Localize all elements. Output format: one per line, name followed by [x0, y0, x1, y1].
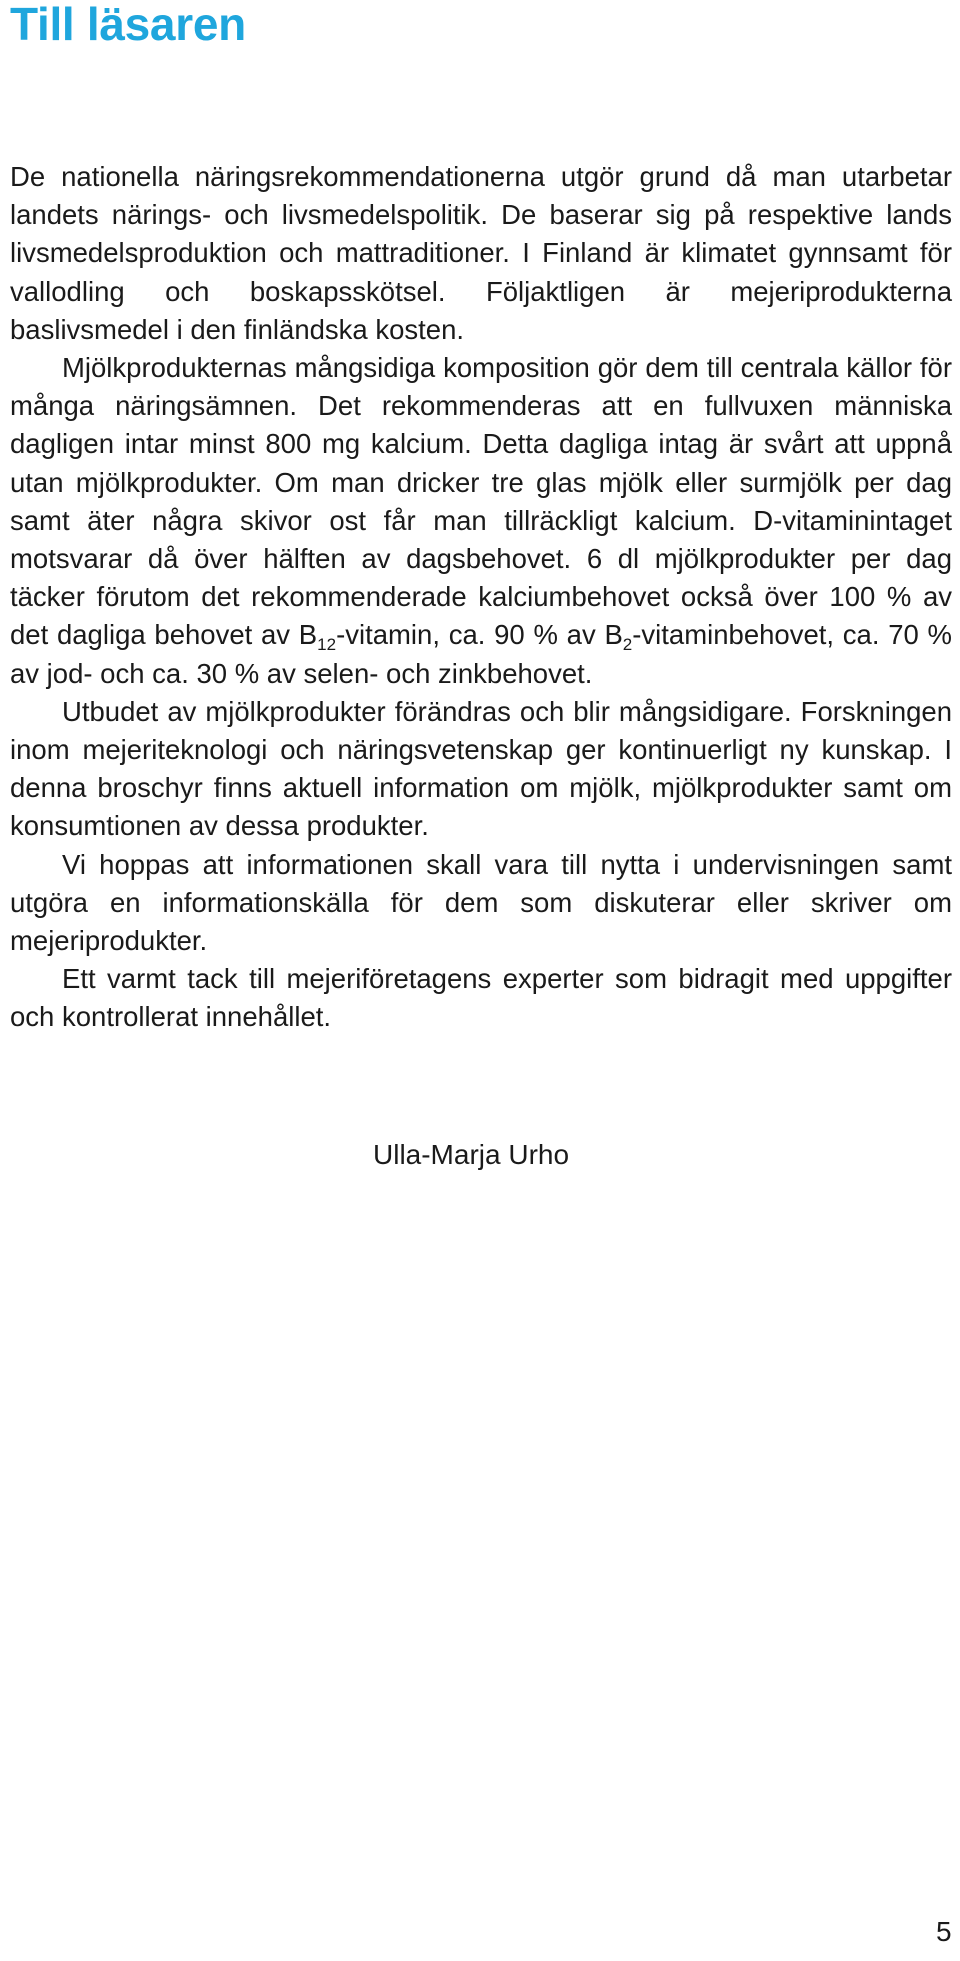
paragraph-nutrients-text: Mjölkprodukternas mångsidiga komposition gör dem till centrala källor för många näringsämnen. Det rekommenderas att en fullvuxen människa dagligen intar minst 800 mg kalcium. Detta dagliga intag är svårt att uppnå utan mjölkprodukter. Om man dricker tre glas mjölk eller surmjölk per dag samt äter några skivor ost får man tillräckligt kalcium. D-vitaminintaget motsvarar då över hälften av dagsbehovet. 6 dl mjölkprodukter per dag täcker förutom det rekommenderade kalciumbehovet också över 100 % av det dagliga behovet av B: [10, 352, 952, 651]
subscript-2: 2: [622, 635, 633, 655]
paragraph-nutrients-end: -vitaminbehovet, ca. 70 % av jod- och ca. 30 % av selen- och zinkbehovet.: [10, 619, 952, 689]
paragraph-products: Utbudet av mjölkprodukter förändras och blir mångsidigare. Forskningen inom mejeriteknologi och näringsvetenskap ger kontinuerligt ny kunskap. I denna broschyr finns aktuell information om mjölk, mjölkprodukter samt om konsumtionen av dessa produkter.: [10, 695, 952, 842]
subscript-12: 12: [317, 635, 337, 655]
body-text: [10, 158, 952, 1037]
paragraph-nutrients: [10, 349, 952, 693]
paragraph-nutrients-mid: -vitamin, ca. 90 % av B: [336, 619, 623, 651]
paragraph-hope: Vi hoppas att informationen skall vara till nytta i undervisningen samt utgöra en informationskälla för dem som diskuterar eller skriver om mejeriprodukter.: [10, 848, 952, 957]
paragraph-intro: De nationella näringsrekommendationerna utgör grund då man utarbetar landets närings- och livsmedelspolitik. De baserar sig på respektive lands livsmedelsproduktion och mattraditioner. I Finland är klimatet gynnsamt för vallodling och boskapsskötsel. Följaktligen är mejeriprodukterna baslivsmedel i den finländska kosten.: [10, 161, 952, 345]
page-title: Till läsaren: [10, 0, 246, 50]
paragraph-thanks: Ett varmt tack till mejeriföretagens experter som bidragit med uppgifter och kontrollerat innehållet.: [10, 963, 952, 1033]
page-number: 5: [936, 1916, 952, 1947]
signature: Ulla-Marja Urho: [373, 1139, 570, 1170]
